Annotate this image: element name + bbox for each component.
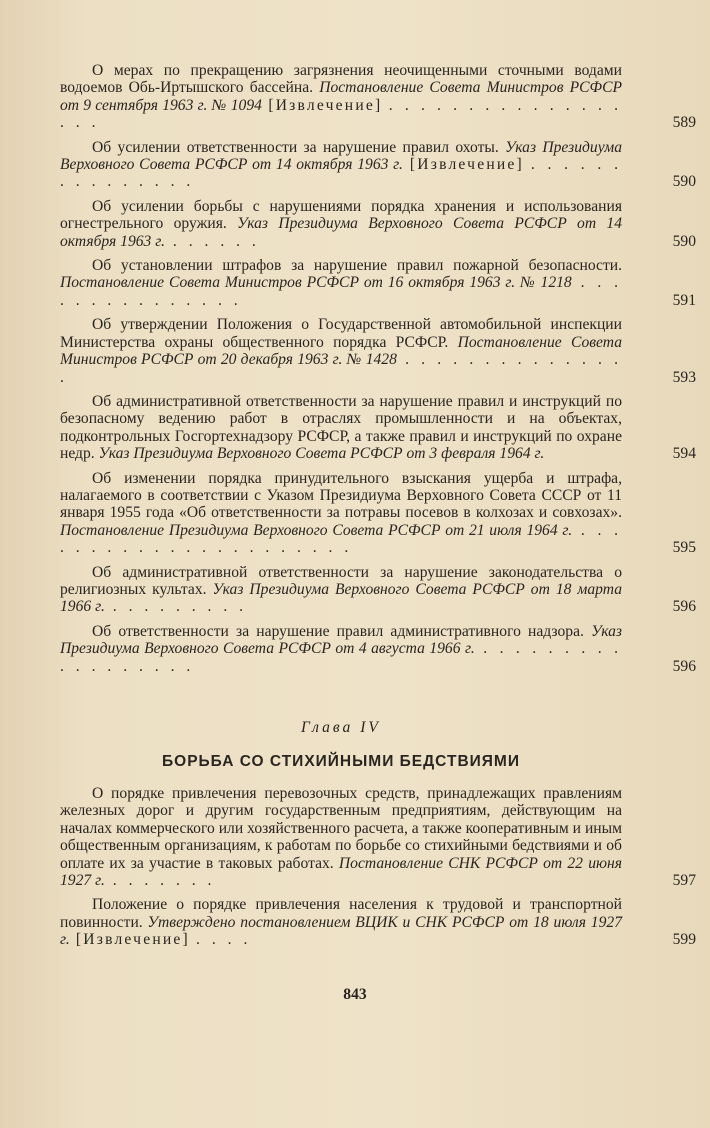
- toc-entry: [60, 197, 696, 250]
- entry-title: Об установлении штрафов за нарушение правил пожарной безопасности.: [92, 257, 622, 275]
- toc-entry: [60, 896, 696, 949]
- leader-dots: . . . . . . . . . . . . . . . . . .: [60, 640, 622, 675]
- entry-title: Об ответственности за нарушение правил административного надзора.: [92, 622, 592, 640]
- toc-entry: [60, 785, 696, 890]
- page-ref: 594: [672, 445, 696, 463]
- leader-dots: . . . . . . .: [104, 872, 216, 890]
- page-ref: 596: [672, 657, 696, 675]
- entry-source: Указ Президиума Верховного Совета РСФСР от 14 октября 1963 г.: [60, 215, 622, 250]
- leader-dots: . . . . . . . . . . . . . . . . . .: [60, 96, 622, 132]
- entry-source: Указ Президиума Верховного Совета РСФСР от 3 февраля 1964 г.: [98, 445, 545, 463]
- page-ref: 589: [672, 114, 696, 132]
- leader-dots: . . . . . .: [165, 232, 260, 250]
- toc-entry: [60, 563, 696, 616]
- entry-source: Постановление Президиума Верховного Совета РСФСР от 21 июля 1964 г.: [60, 521, 573, 539]
- entry-source: Постановление Совета Министров РСФСР от 9 сентября 1963 г. № 1094: [60, 79, 622, 114]
- page-ref: 597: [672, 872, 696, 890]
- entry-extract-note: [Извлечение]: [69, 931, 197, 949]
- page-ref: 599: [672, 931, 696, 949]
- toc-entry: [60, 622, 696, 675]
- entry-title: Об административной ответственности за нарушение законодательства о религиозных культах.: [60, 563, 622, 598]
- page-number: 843: [343, 986, 367, 1003]
- leader-dots: . . . . . . . . . . . . . . .: [60, 274, 622, 309]
- leader-dots: . . . . . . . . . . . . . . .: [60, 351, 623, 386]
- toc-entry: [60, 138, 696, 191]
- entry-extract-note: [Извлечение]: [261, 96, 389, 114]
- page-ref: 593: [672, 368, 696, 386]
- page-ref: 590: [672, 173, 696, 191]
- entry-title: О порядке привлечения перевозочных средств, принадлежащих правлениям железных дорог и другим государственным предприятиям, действующим на началах коммерческого или хозяйственного расчета, а также кооперативным и иным общественным организациям, к работам по борьбе со стихийными бедствиями и об оплате их за участие в таковых работах.: [60, 785, 622, 872]
- entry-title: О мерах по прекращению загрязнения неочищенными сточными водами водоемов Обь-Иртышского бассейна.: [60, 62, 622, 97]
- page-ref: 596: [672, 598, 696, 616]
- page-ref: 591: [672, 291, 696, 309]
- entry-source: Указ Президиума Верховного Совета РСФСР от 4 августа 1966 г.: [60, 622, 622, 658]
- chapter-label: Глава IV: [301, 719, 381, 736]
- entry-title: Об административной ответственности за нарушение правил и инструкций по безопасному ведению работ в отраслях промышленности и на объектах, подконтрольных Госгортехнадзору РСФСР, а также правил и инструкций по охране недр.: [60, 392, 622, 463]
- entry-title: Об изменении порядка принудительного взыскания ущерба и штрафа, налагаемого в соответствии с Указом Президиума Верховного Совета СССР от 11 января 1955 года «Об ответственности за потравы посевов в колхозах и совхозах».: [60, 469, 622, 522]
- entry-extract-note: [Извлечение]: [402, 156, 531, 174]
- chapter-title: БОРЬБА СО СТИХИЙНЫМИ БЕДСТВИЯМИ: [162, 753, 520, 770]
- leader-dots: . . . . . . . . . . . . . . . . . . . . . .: [60, 521, 622, 557]
- toc-entry: [60, 257, 696, 309]
- toc-entry: [60, 469, 696, 557]
- page-ref: 590: [672, 232, 696, 250]
- leader-dots: . . . .: [196, 931, 252, 949]
- entry-title: Об усилении борьбы с нарушениями порядка хранения и использования огнестрельного оружия.: [60, 197, 622, 233]
- entry-source: Указ Президиума Верховного Совета РСФСР от 14 октября 1963 г.: [60, 138, 622, 174]
- entry-source: Постановление Совета Министров РСФСР от 20 декабря 1963 г. № 1428: [60, 333, 623, 369]
- entry-title: Положение о порядке привлечения населения к трудовой и транспортной повинности.: [60, 896, 622, 931]
- entry-source: Указ Президиума Верховного Совета РСФСР от 18 марта 1966 г.: [60, 580, 622, 616]
- leader-dots: . . . . . . . . .: [104, 598, 248, 616]
- entry-source: Утверждено постановлением ВЦИК и СНК РСФСР от 18 июля 1927 г.: [60, 913, 622, 949]
- leader-dots: . . . . . . . . . . . . . . .: [60, 156, 622, 191]
- toc-entry: [60, 392, 696, 463]
- entry-source: Постановление Совета Министров РСФСР от 16 октября 1963 г. № 1218: [60, 274, 572, 292]
- entry-title: Об утверждении Положения о Государственной автомобильной инспекции Министерства охраны общественного порядка РСФСР.: [60, 316, 622, 351]
- toc-entry: [60, 62, 696, 132]
- entry-source: Постановление СНК РСФСР от 22 июня 1927 г.: [60, 854, 622, 890]
- page-ref: 595: [672, 539, 696, 557]
- entry-title: Об усилении ответственности за нарушение правил охоты.: [92, 138, 506, 156]
- toc-entry: [60, 316, 696, 386]
